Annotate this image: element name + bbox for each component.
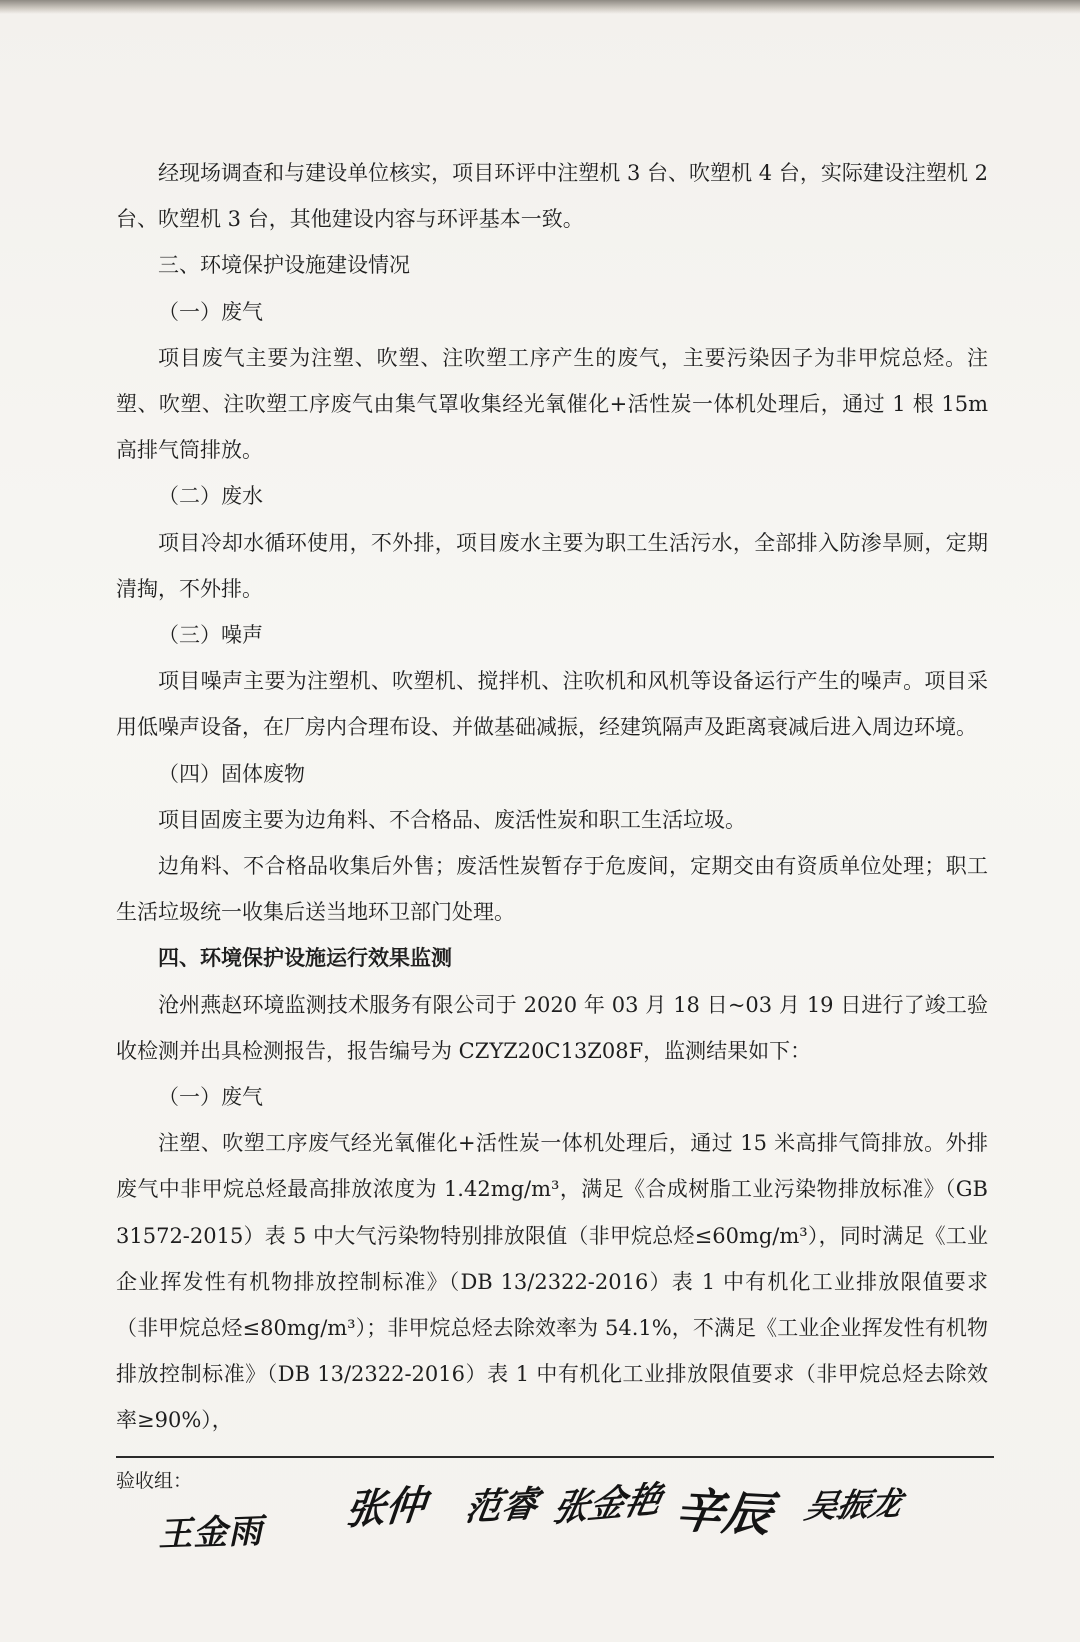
- paragraph-waste-gas: 项目废气主要为注塑、吹塑、注吹塑工序产生的废气，主要污染因子为非甲烷总烃。注塑、吹塑、注吹塑工序废气由集气罩收集经光氧催化+活性炭一体机处理后，通过 1 根 15m 高排气筒排放。: [116, 345, 988, 463]
- signature: 吴振龙: [801, 1484, 906, 1526]
- signature: 范睿: [462, 1483, 541, 1530]
- paragraph-solid-waste: 项目固废主要为边角料、不合格品、废活性炭和职工生活垃圾。: [158, 807, 746, 832]
- subheading-noise: （三）噪声: [158, 623, 263, 648]
- paragraph-waste-water: 项目冷却水循环使用，不外排，项目废水主要为职工生活污水，全部排入防渗旱厕，定期清掏，不外排。: [116, 530, 988, 601]
- subheading-waste-gas-results: （一）废气: [158, 1085, 263, 1110]
- subheading-waste-gas: （一）废气: [158, 299, 263, 324]
- subheading-waste-water: （二）废水: [158, 484, 263, 509]
- signature: 辛辰: [670, 1482, 776, 1544]
- section-heading-monitoring: 四、环境保护设施运行效果监测: [158, 945, 452, 971]
- section-heading-facilities: 三、环境保护设施建设情况: [158, 253, 410, 278]
- paragraph-waste-gas-results: 注塑、吹塑工序废气经光氧催化+活性炭一体机处理后，通过 15 米高排气筒排放。外排废气中非甲烷总烃最高排放浓度为 1.42mg/m³，满足《合成树脂工业污染物排放标准》（GB 31572-2015）表 5 中大气污染物特别排放限值（非甲烷总烃≤60mg/m³），同时满足《工业企业挥发性有机物排放控制标准》（DB 13/2322-2016）表 1 中有机化工业排放限值要求（非甲烷总烃≤80mg/m³）；非甲烷总烃去除效率为 54.1%，不满足《工业企业挥发性有机物排放控制标准》（DB 13/2322-2016）表 1 中有机化工业排放限值要求（非甲烷总烃去除效率≥90%），: [116, 1131, 988, 1433]
- signature: 张仲: [343, 1482, 428, 1535]
- paragraph-scope-verification: 经现场调查和与建设单位核实，项目环评中注塑机 3 台、吹塑机 4 台，实际建设注塑机 2 台、吹塑机 3 台，其他建设内容与环评基本一致。: [116, 161, 988, 232]
- signature: 张金艳: [548, 1478, 666, 1531]
- subheading-solid-waste: （四）固体废物: [158, 761, 305, 786]
- signature: 王金雨: [157, 1511, 264, 1555]
- acceptance-group-label: 验收组：: [116, 1470, 193, 1492]
- paragraph-solid-waste-disposal: 边角料、不合格品收集后外售；废活性炭暂存于危废间，定期交由有资质单位处理；职工生活垃圾统一收集后送当地环卫部门处理。: [116, 854, 988, 925]
- paragraph-monitoring-report: 沧州燕赵环境监测技术服务有限公司于 2020 年 03 月 18 日~03 月 19 日进行了竣工验收检测并出具检测报告，报告编号为 CZYZ20C13Z08F，监测结果如下：: [116, 992, 988, 1063]
- paragraph-noise: 项目噪声主要为注塑机、吹塑机、搅拌机、注吹机和风机等设备运行产生的噪声。项目采用低噪声设备，在厂房内合理布设、并做基础减振，经建筑隔声及距离衰减后进入周边环境。: [116, 669, 988, 740]
